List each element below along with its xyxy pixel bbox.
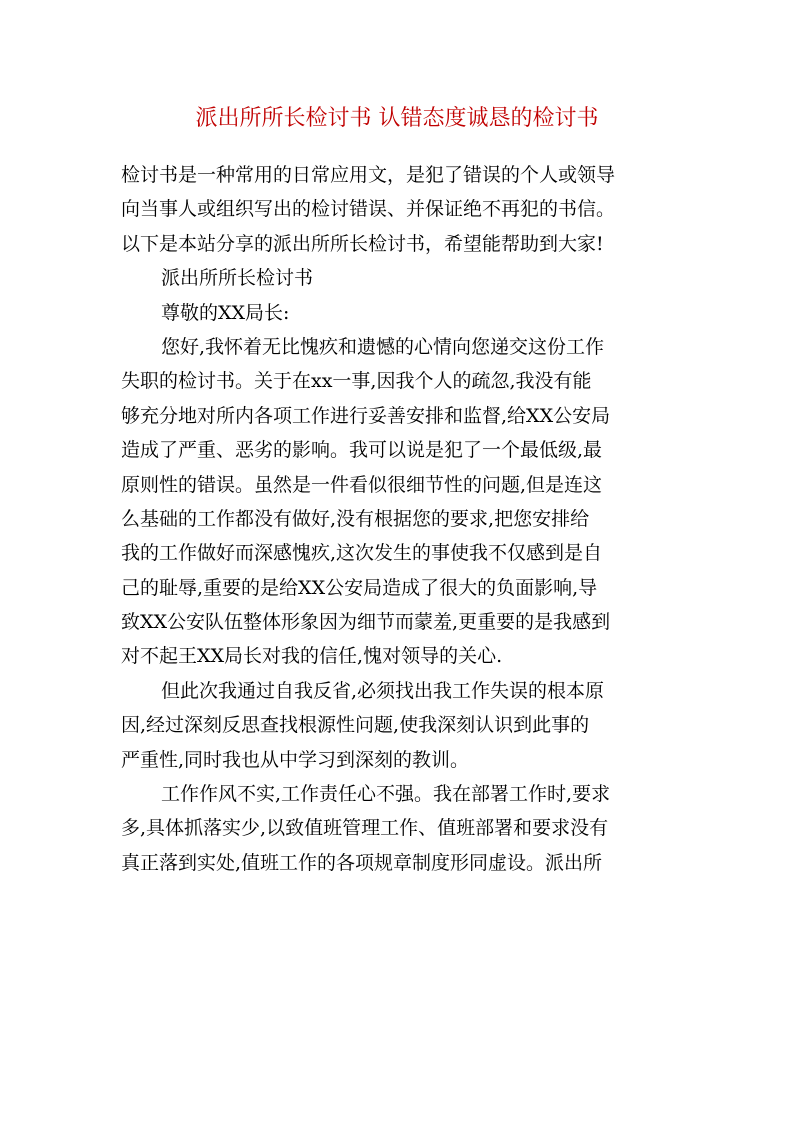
body-line: 但此次我通过自我反省,必须找出我工作失误的根本原 bbox=[161, 679, 605, 702]
body-line: 致XX公安队伍整体形象因为细节而蒙羞,更重要的是我感到 bbox=[121, 611, 611, 634]
body-line: 我的工作做好而深感愧疚,这次发生的事使我不仅感到是自 bbox=[121, 542, 603, 565]
body-line: 以下是本站分享的派出所所长检讨书，希望能帮助到大家! bbox=[121, 232, 604, 255]
body-line: 真正落到实处,值班工作的各项规章制度形同虚设。派出所 bbox=[121, 851, 603, 874]
document-title: 派出所所长检讨书 认错态度诚恳的检讨书 bbox=[195, 106, 599, 131]
body-line: 够充分地对所内各项工作进行妥善安排和监督,给XX公安局 bbox=[121, 404, 611, 427]
body-line: 工作作风不实,工作责任心不强。我在部署工作时,要求 bbox=[161, 783, 611, 806]
body-line: 造成了严重、恶劣的影响。我可以说是犯了一个最低级,最 bbox=[121, 439, 603, 462]
body-line: 己的耻辱,重要的是给XX公安局造成了很大的负面影响,导 bbox=[121, 576, 598, 599]
body-line: 您好,我怀着无比愧疚和遗憾的心情向您递交这份工作 bbox=[161, 335, 605, 358]
body-line: 严重性,同时我也从中学习到深刻的教训。 bbox=[121, 748, 470, 771]
document-body bbox=[121, 158, 681, 880]
body-line: 尊敬的XX局长: bbox=[161, 301, 290, 324]
body-line: 向当事人或组织写出的检讨错误、并保证绝不再犯的书信。 bbox=[121, 198, 616, 221]
body-line: 么基础的工作都没有做好,没有根据您的要求,把您安排给 bbox=[121, 507, 590, 530]
body-line: 对不起王XX局长对我的信任,愧对领导的关心. bbox=[121, 645, 503, 668]
body-line: 派出所所长检讨书 bbox=[161, 267, 314, 290]
body-line: 因,经过深刻反思查找根源性问题,使我深刻认识到此事的 bbox=[121, 714, 590, 737]
body-line: 检讨书是一种常用的日常应用文，是犯了错误的个人或领导 bbox=[121, 164, 616, 186]
body-line: 原则性的错误。虽然是一件看似很细节性的问题,但是连这 bbox=[121, 473, 603, 496]
body-line: 失职的检讨书。关于在xx一事,因我个人的疏忽,我没有能 bbox=[121, 370, 592, 393]
body-line: 多,具体抓落实少,以致值班管理工作、值班部署和要求没有 bbox=[121, 817, 609, 840]
